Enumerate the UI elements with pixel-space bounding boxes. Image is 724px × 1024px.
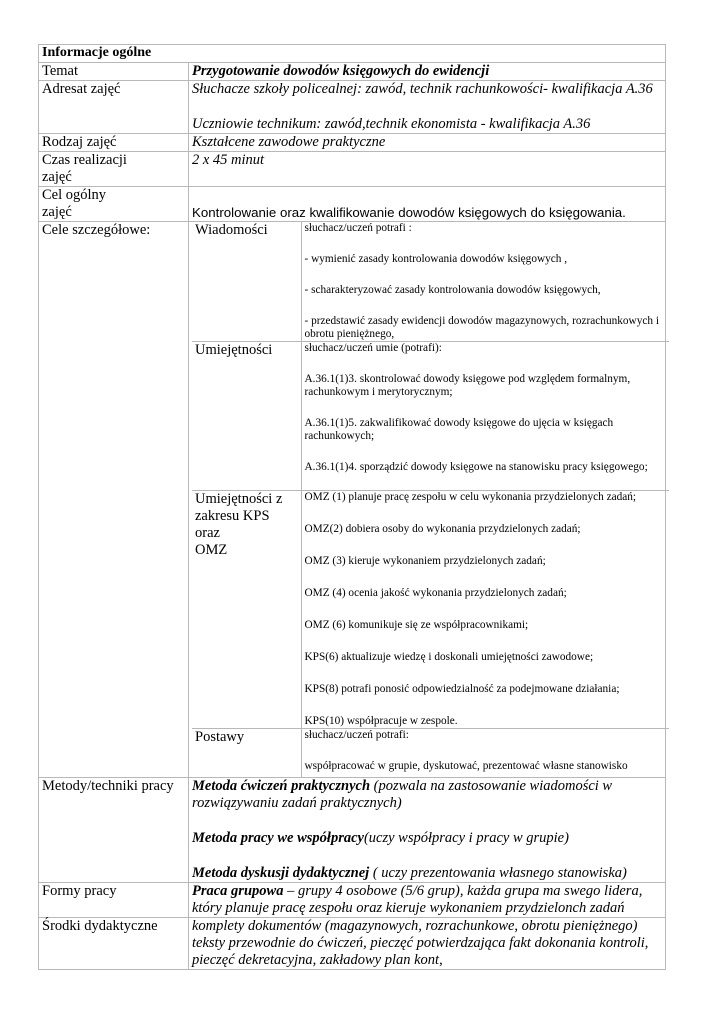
value-formy bbox=[189, 883, 666, 918]
kps-item-7: KPS(10) współpracuje w zespole. bbox=[304, 715, 458, 727]
label-rodzaj: Rodzaj zajęć bbox=[39, 134, 189, 152]
label-kps-omz bbox=[192, 491, 301, 729]
label-temat: Temat bbox=[39, 63, 189, 81]
value-metody bbox=[189, 778, 666, 883]
kps-item-3: OMZ (4) ocenia jakość wykonania przydzielonych zadań; bbox=[304, 587, 567, 599]
metoda-3-desc: ( uczy prezentowania własnego stanowiska) bbox=[369, 865, 627, 881]
kps-item-5: KPS(6) aktualizuje wiedzę i doskonali umiejętności zawodowe; bbox=[304, 651, 594, 663]
srodki-line-2: teksty przewodnie do ćwiczeń, pieczęć potwierdzająca fakt dokonania kontroli, pieczęć dekretacyjna, zakładowy plan kont, bbox=[192, 935, 649, 968]
value-wiadomosci bbox=[301, 222, 669, 342]
metoda-2-desc: (uczy współpracy i pracy w grupie) bbox=[363, 830, 569, 846]
label-cele-szczegolowe: Cele szczegółowe: bbox=[39, 222, 189, 778]
header-row bbox=[39, 45, 666, 63]
value-temat: Przygotowanie dowodów księgowych do ewidencji bbox=[189, 63, 666, 81]
value-adresat bbox=[189, 81, 666, 134]
row-czas bbox=[39, 152, 666, 187]
adresat-line-2: Uczniowie technikum: zawód,technik ekonomista - kwalifikacja A.36 bbox=[192, 116, 591, 132]
metoda-2-name: Metoda pracy we współpracy bbox=[192, 830, 364, 846]
label-czas-line-1: Czas realizacji bbox=[42, 152, 127, 168]
metoda-1 bbox=[192, 778, 662, 812]
postawy-item-1: współpracować w grupie, dyskutować, prezentować własne stanowisko bbox=[304, 760, 628, 772]
umiejetnosci-item-1: A.36.1(1)3. skontrolować dowody księgowe pod względem formalnym, rachunkowym i merytorycznym; bbox=[304, 373, 631, 398]
adresat-line-1: Słuchacze szkoły policealnej: zawód, technik rachunkowości- kwalifikacja A.36 bbox=[192, 81, 653, 97]
formy-desc: – grupy 4 osobowe (5/6 grup), każda grupa ma swego lidera, który planuje pracę zespołu oraz kieruje wykonaniem przydzielonch zadań bbox=[192, 883, 643, 916]
label-czas bbox=[39, 152, 189, 187]
label-cel bbox=[39, 187, 189, 222]
section-header: Informacje ogólne bbox=[39, 45, 666, 63]
umiejetnosci-item-2: A.36.1(1)5. zakwalifikować dowody księgowe do ujęcia w księgach rachunkowych; bbox=[304, 417, 614, 442]
label-formy: Formy pracy bbox=[39, 883, 189, 918]
row-umiejetnosci bbox=[192, 342, 669, 491]
cele-subtable bbox=[192, 222, 669, 777]
value-cel: Kontrolowanie oraz kwalifikowanie dowodów księgowych do księgowania. bbox=[189, 187, 666, 222]
srodki-line-1: komplety dokumentów (magazynowych, rozrachunkowe, obrotu pieniężnego) bbox=[192, 918, 638, 934]
label-kps-line-1: Umiejętności z bbox=[195, 491, 283, 507]
kps-item-1: OMZ(2) dobiera osoby do wykonania przydzielonych zadań; bbox=[304, 523, 581, 535]
row-postawy bbox=[192, 729, 669, 778]
wiadomosci-item-3: - przedstawić zasady ewidencji dowodów magazynowych, rozrachunkowych i obrotu pieniężnego, bbox=[304, 315, 659, 340]
row-formy bbox=[39, 883, 666, 918]
value-rodzaj: Kształcene zawodowe praktyczne bbox=[189, 134, 666, 152]
row-srodki bbox=[39, 918, 666, 970]
kps-item-4: OMZ (6) komunikuje się ze współpracownikami; bbox=[304, 619, 529, 631]
metoda-3-name: Metoda dyskusji dydaktycznej bbox=[192, 865, 370, 881]
row-cele-szczegolowe bbox=[39, 222, 666, 778]
umiejetnosci-item-0: słuchacz/uczeń umie (potrafi): bbox=[304, 342, 442, 354]
metoda-3 bbox=[192, 865, 662, 882]
value-kps-omz bbox=[301, 491, 669, 729]
label-wiadomosci: Wiadomości bbox=[192, 222, 301, 342]
value-srodki bbox=[189, 918, 666, 970]
label-metody: Metody/techniki pracy bbox=[39, 778, 189, 883]
value-czas: 2 x 45 minut bbox=[189, 152, 666, 187]
label-srodki: Środki dydaktyczne bbox=[39, 918, 189, 970]
lesson-plan-document bbox=[38, 44, 665, 970]
row-temat bbox=[39, 63, 666, 81]
value-umiejetnosci bbox=[301, 342, 669, 491]
wiadomosci-item-2: - scharakteryzować zasady kontrolowania dowodów księgowych, bbox=[304, 284, 601, 296]
row-rodzaj bbox=[39, 134, 666, 152]
label-kps-line-3: OMZ bbox=[195, 542, 228, 558]
metoda-1-desc: (pozwala na zastosowanie wiadomości w rozwiązywaniu zadań praktycznych) bbox=[192, 778, 613, 811]
row-adresat bbox=[39, 81, 666, 134]
label-adresat: Adresat zajęć bbox=[39, 81, 189, 134]
kps-item-6: KPS(8) potrafi ponosić odpowiedzialność za podejmowane działania; bbox=[304, 683, 620, 695]
metoda-1-name: Metoda ćwiczeń praktycznych bbox=[192, 778, 371, 794]
label-cel-line-2: zajęć bbox=[42, 204, 72, 220]
formy-name: Praca grupowa bbox=[192, 883, 284, 899]
postawy-item-0: słuchacz/uczeń potrafi: bbox=[304, 729, 409, 741]
label-postawy: Postawy bbox=[192, 729, 301, 778]
kps-item-0: OMZ (1) planuje pracę zespołu w celu wykonania przydzielonych zadań; bbox=[304, 491, 637, 503]
row-cel bbox=[39, 187, 666, 222]
metoda-2 bbox=[192, 830, 662, 847]
wiadomosci-item-1: - wymienić zasady kontrolowania dowodów księgowych , bbox=[304, 253, 568, 265]
value-postawy bbox=[301, 729, 669, 778]
label-kps-line-2: zakresu KPS oraz bbox=[195, 508, 270, 541]
label-cel-line-1: Cel ogólny bbox=[42, 187, 107, 203]
umiejetnosci-item-3: A.36.1(1)4. sporządzić dowody księgowe na stanowisku pracy księgowego; bbox=[304, 461, 648, 473]
label-czas-line-2: zajęć bbox=[42, 169, 72, 185]
cele-nested-cell bbox=[189, 222, 666, 778]
label-umiejetnosci: Umiejętności bbox=[192, 342, 301, 491]
row-metody bbox=[39, 778, 666, 883]
wiadomosci-item-0: słuchacz/uczeń potrafi : bbox=[304, 222, 412, 234]
kps-item-2: OMZ (3) kieruje wykonaniem przydzielonych zadań; bbox=[304, 555, 546, 567]
row-wiadomosci bbox=[192, 222, 669, 342]
lesson-plan-table bbox=[38, 44, 666, 970]
row-kps-omz bbox=[192, 491, 669, 729]
